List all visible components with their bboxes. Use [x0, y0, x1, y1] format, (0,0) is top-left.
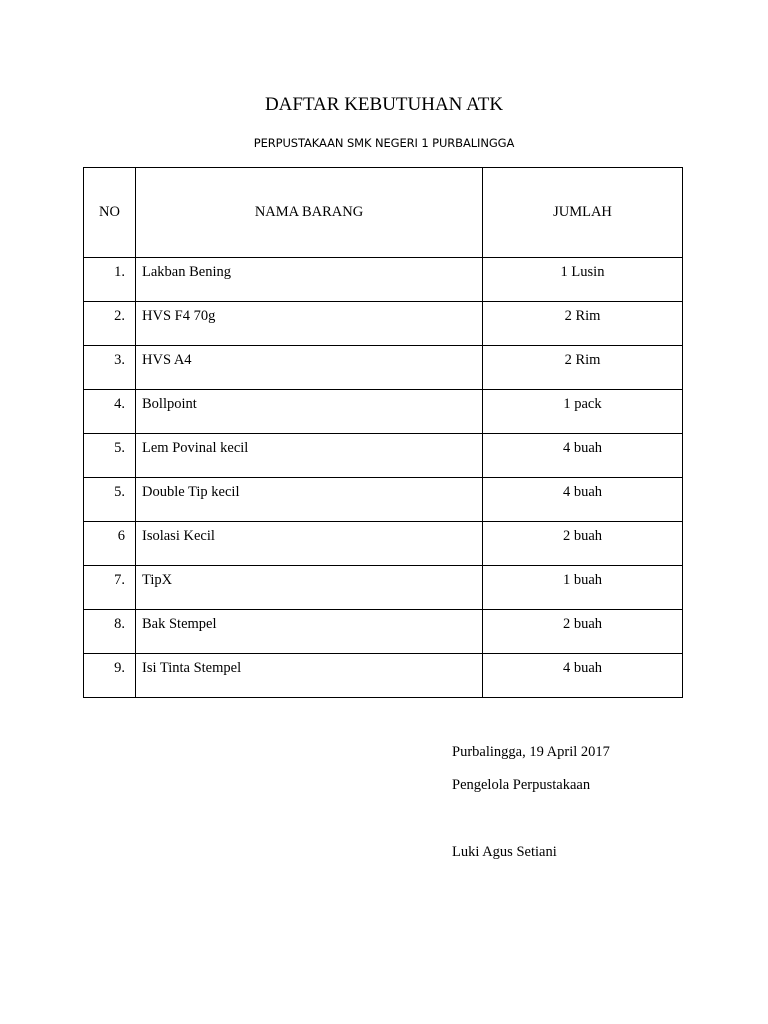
- table-row: [84, 390, 683, 434]
- table-row: [84, 610, 683, 654]
- signer-role: Pengelola Perpustakaan: [452, 777, 591, 793]
- row-number: 2.: [84, 302, 136, 346]
- table-row: [84, 258, 683, 302]
- item-name: Bollpoint: [136, 390, 483, 434]
- row-number: 5.: [84, 478, 136, 522]
- signer-name: Luki Agus Setiani: [452, 844, 557, 860]
- row-number: 9.: [84, 654, 136, 698]
- row-number: 3.: [84, 346, 136, 390]
- table-row: [84, 302, 683, 346]
- item-quantity: 1 Lusin: [483, 258, 683, 302]
- table-row: [84, 346, 683, 390]
- item-quantity: 4 buah: [483, 478, 683, 522]
- item-name: HVS A4: [136, 346, 483, 390]
- column-header-no: NO: [84, 168, 136, 258]
- row-number: 8.: [84, 610, 136, 654]
- row-number: 6: [84, 522, 136, 566]
- table-row: [84, 566, 683, 610]
- item-name: TipX: [136, 566, 483, 610]
- item-name: Double Tip kecil: [136, 478, 483, 522]
- row-number: 7.: [84, 566, 136, 610]
- column-header-qty: JUMLAH: [483, 168, 683, 258]
- item-quantity: 1 pack: [483, 390, 683, 434]
- table-row: [84, 654, 683, 698]
- table-row: [84, 522, 683, 566]
- item-name: Isi Tinta Stempel: [136, 654, 483, 698]
- table-row: [84, 434, 683, 478]
- document-title: DAFTAR KEBUTUHAN ATK: [264, 94, 504, 115]
- item-name: Lakban Bening: [136, 258, 483, 302]
- item-quantity: 2 buah: [483, 522, 683, 566]
- row-number: 5.: [84, 434, 136, 478]
- item-quantity: 4 buah: [483, 434, 683, 478]
- item-name: HVS F4 70g: [136, 302, 483, 346]
- row-number: 1.: [84, 258, 136, 302]
- table-header-row: [84, 168, 683, 258]
- item-quantity: 2 buah: [483, 610, 683, 654]
- item-quantity: 2 Rim: [483, 302, 683, 346]
- place-date: Purbalingga, 19 April 2017: [452, 744, 610, 760]
- document-subtitle: PERPUSTAKAAN SMK NEGERI 1 PURBALINGGA: [253, 136, 515, 150]
- item-quantity: 4 buah: [483, 654, 683, 698]
- item-quantity: 2 Rim: [483, 346, 683, 390]
- table-body: [84, 258, 683, 698]
- column-header-name: NAMA BARANG: [136, 168, 483, 258]
- item-name: Bak Stempel: [136, 610, 483, 654]
- items-table: [83, 167, 683, 698]
- item-name: Isolasi Kecil: [136, 522, 483, 566]
- table-row: [84, 478, 683, 522]
- item-quantity: 1 buah: [483, 566, 683, 610]
- row-number: 4.: [84, 390, 136, 434]
- item-name: Lem Povinal kecil: [136, 434, 483, 478]
